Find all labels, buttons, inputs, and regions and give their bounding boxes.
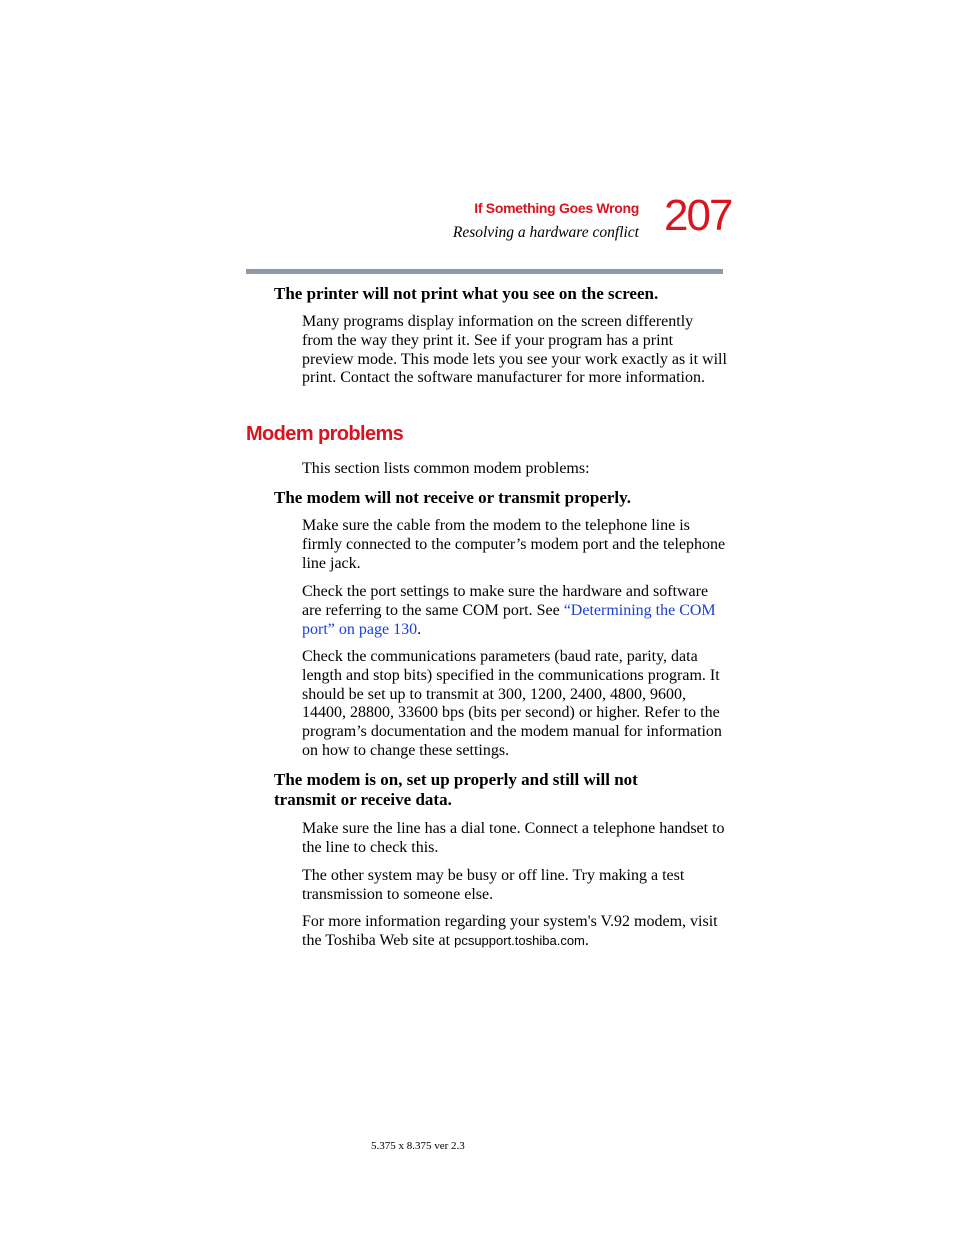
modem-section-title: Modem problems	[246, 423, 404, 445]
modem-intro: This section lists common modem problems:	[302, 460, 590, 477]
section-subtitle: Resolving a hardware conflict	[452, 224, 639, 241]
modem-q2-p3-text: For more information regarding your system's V.92 modem, visit the Toshiba Web site at	[302, 913, 718, 949]
modem-q1-p2-end: .	[417, 620, 422, 638]
printer-body: Many programs display information on the screen differently from the way they print it. See if your program has a print preview mode. This mode lets you see your work exactly as it will print. Contact the software manufacturer for more information.	[302, 313, 727, 387]
modem-q1-p1: Make sure the cable from the modem to the telephone line is firmly connected to the computer’s modem port and the telephone line jack.	[302, 517, 726, 572]
header-rule	[246, 269, 723, 274]
toshiba-support-url: pcsupport.toshiba.com	[454, 932, 585, 948]
modem-q2-heading: The modem is on, set up properly and still will not transmit or receive data.	[274, 770, 638, 809]
page-number: 207	[664, 191, 732, 240]
modem-q2-p2: The other system may be busy or off line. Try making a test transmission to someone else.	[302, 867, 685, 903]
modem-q2-p3-end: .	[584, 931, 589, 949]
printer-heading: The printer will not print what you see on the screen.	[274, 284, 659, 303]
modem-q1-p3: Check the communications parameters (baud rate, parity, data length and stop bits) specified in the communications program. It should be set up to transmit at 300, 1200, 2400, 4800, 9600, 14400, 28800, 33600 bps (bits per second) or higher. Refer to the program’s documentation and the modem manual for information on how to change these settings.	[302, 648, 722, 759]
modem-q2-p1: Make sure the line has a dial tone. Connect a telephone handset to the line to check this.	[302, 820, 725, 856]
footer-version: 5.375 x 8.375 ver 2.3	[371, 1140, 465, 1152]
modem-q2-p3	[302, 913, 727, 951]
com-port-link[interactable]: “Determining the COM port” on page 130	[302, 601, 716, 638]
chapter-title: If Something Goes Wrong	[474, 200, 639, 216]
modem-q1-p2-text: Check the port settings to make sure the hardware and software are referring to the same COM port. See	[302, 583, 709, 619]
modem-q1-heading: The modem will not receive or transmit properly.	[274, 488, 631, 507]
modem-q1-p2	[302, 583, 727, 639]
